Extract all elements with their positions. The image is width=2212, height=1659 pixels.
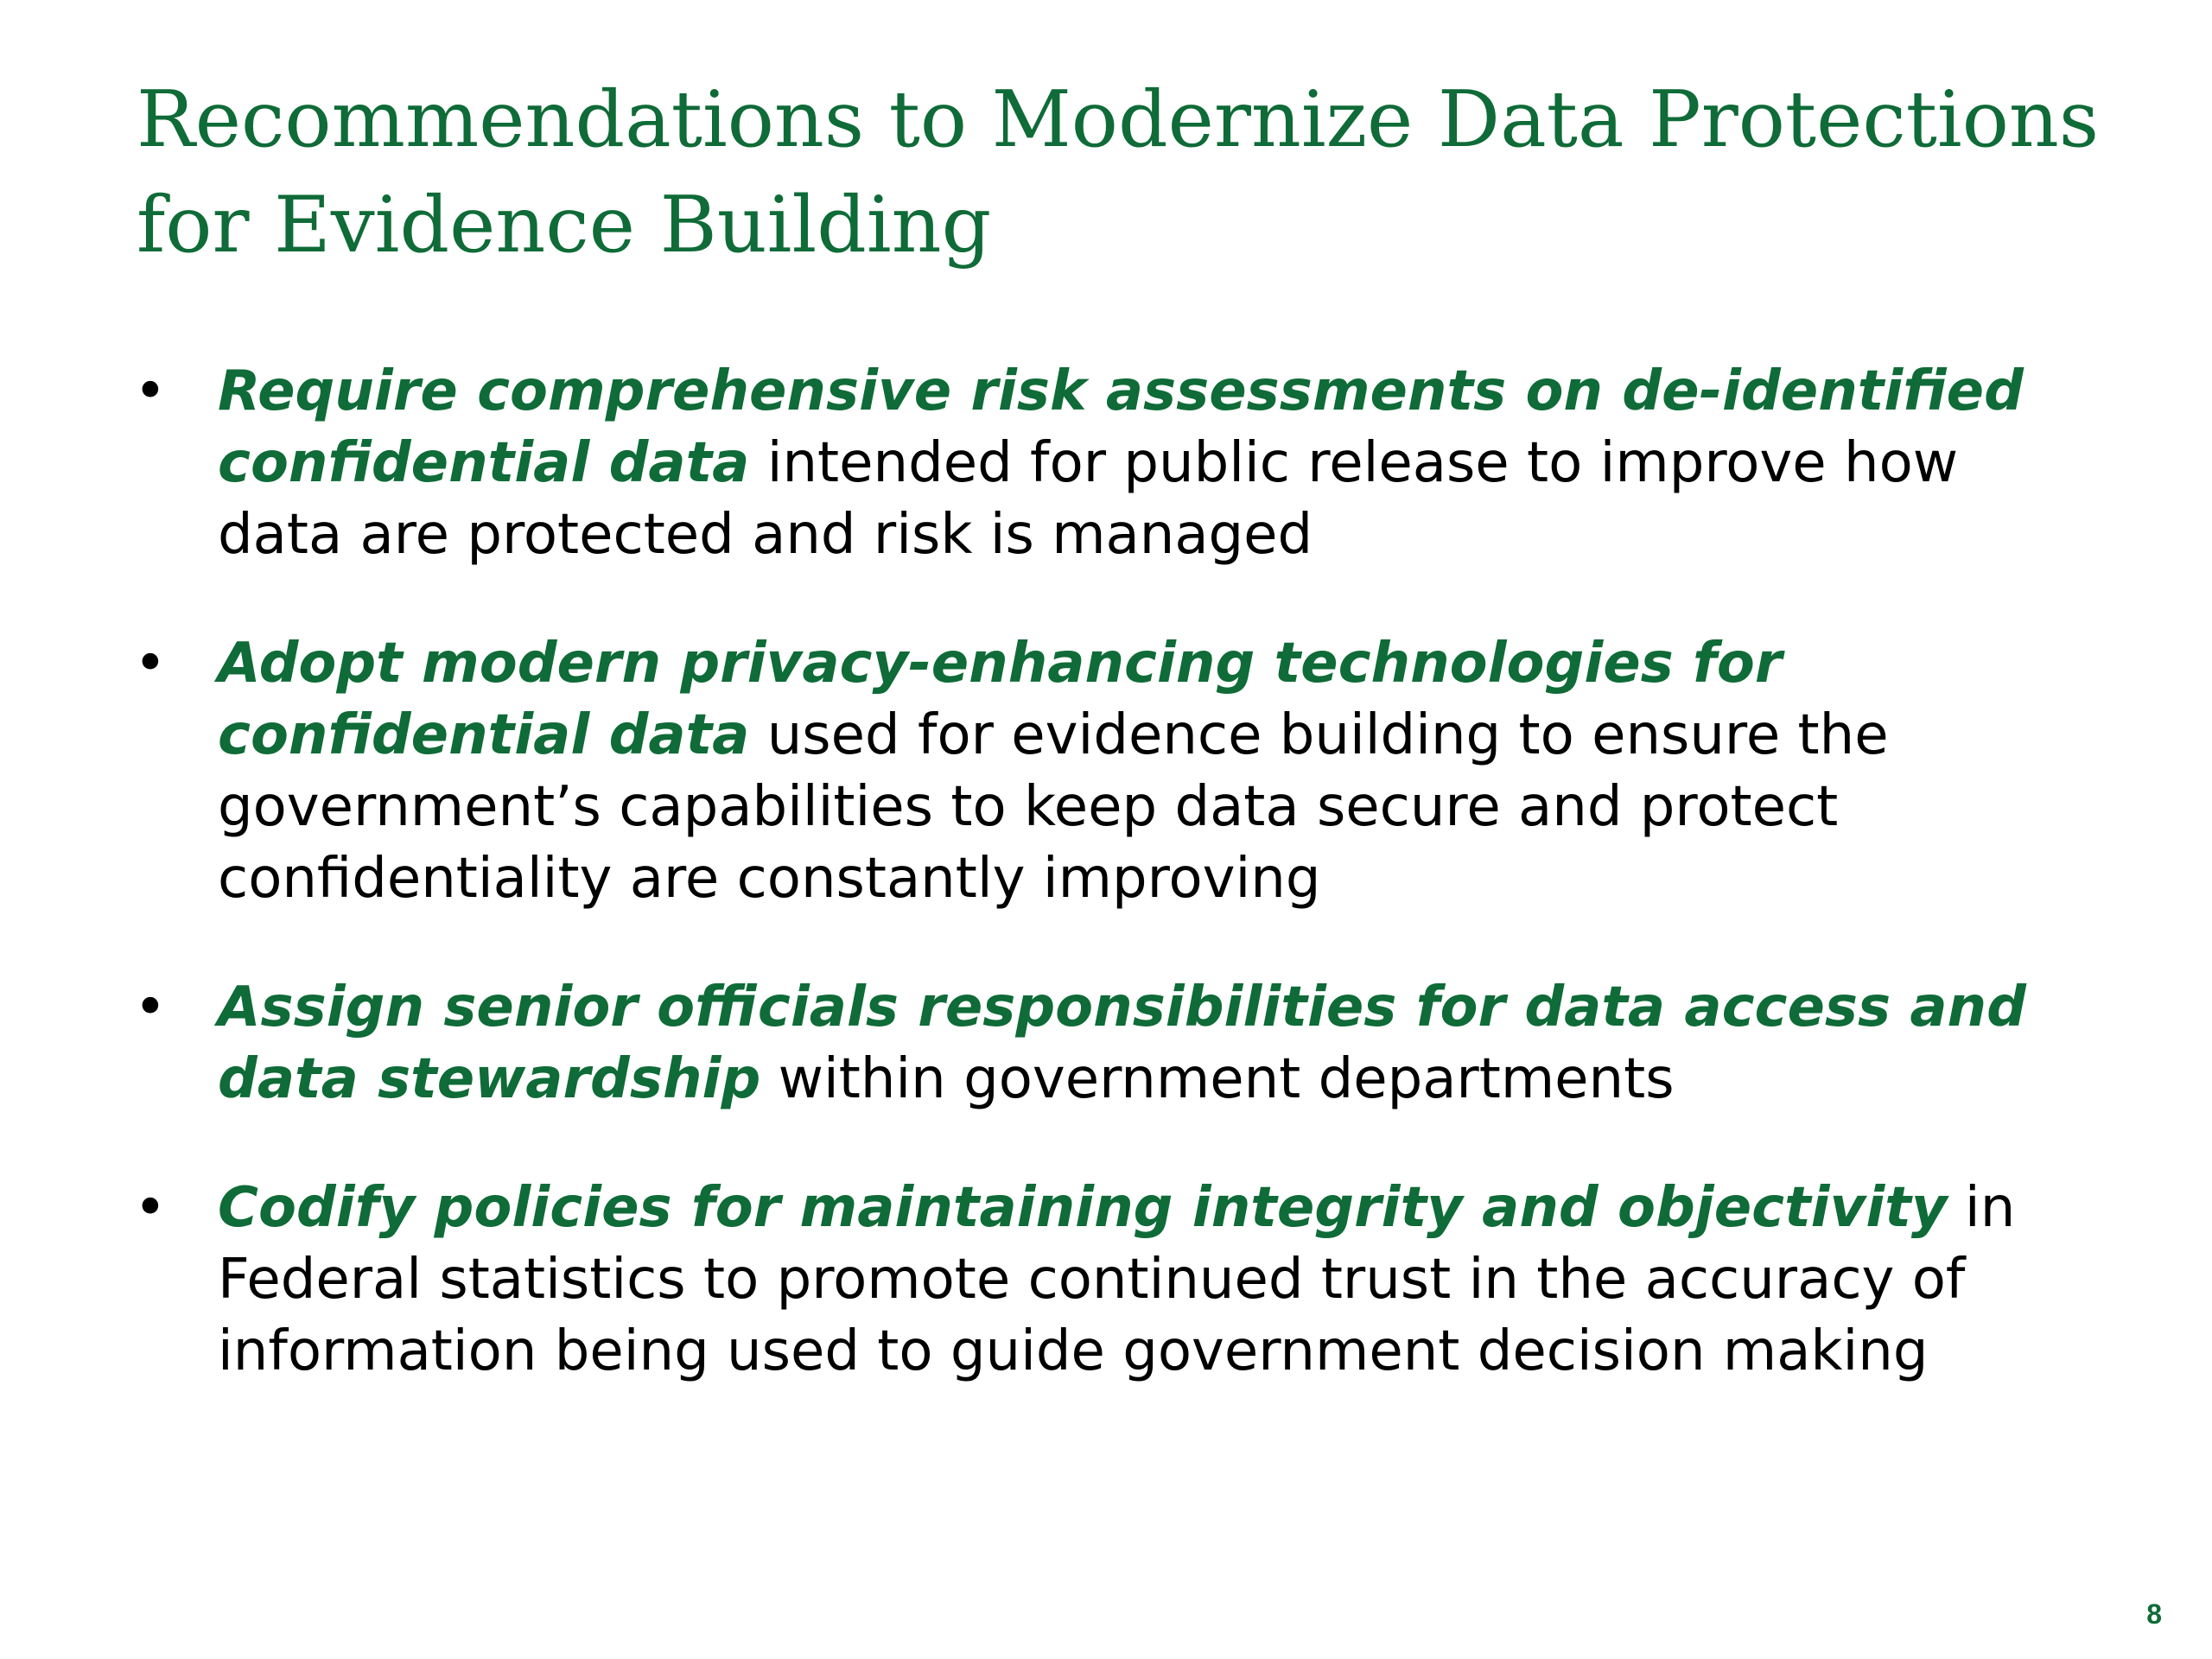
- bullet-emphasis: Assign senior officials responsibilities for data access and data stewardship: [218, 976, 2026, 1111]
- bullet-text: in Federal statistics to promote continued trust in the accuracy of information being used to guide government decision making: [218, 1176, 2016, 1383]
- slide-title: Recommendations to Modernize Data Protections for Evidence Building: [137, 74, 2100, 270]
- bullet-item: [0, 628, 2067, 915]
- bullet-text: intended for public release to improve how data are protected and risk is managed: [218, 431, 1959, 567]
- bullet-emphasis: Require comprehensive risk assessments on de-identified confidential data: [218, 359, 2024, 495]
- bullet-list: [0, 356, 2212, 1445]
- bullet-item: [0, 356, 2067, 571]
- page-number: 8: [2146, 1599, 2162, 1630]
- bullet-item: [0, 1173, 2067, 1388]
- bullet-emphasis: Codify policies for maintaining integrity and objectivity: [218, 1176, 1948, 1240]
- bullet-text: within government departments: [760, 1047, 1675, 1111]
- bullet-marker: •: [134, 1176, 167, 1240]
- bullet-item: [0, 972, 2067, 1116]
- bullet-text: used for evidence building to ensure the government’s capabilities to keep data secure and protect confidentiality are constantly improving: [218, 703, 1889, 911]
- bullet-marker: •: [134, 359, 167, 423]
- bullet-emphasis: Adopt modern privacy-enhancing technologies for confidential data: [218, 632, 1783, 767]
- bullet-marker: •: [134, 632, 167, 696]
- bullet-marker: •: [134, 976, 167, 1039]
